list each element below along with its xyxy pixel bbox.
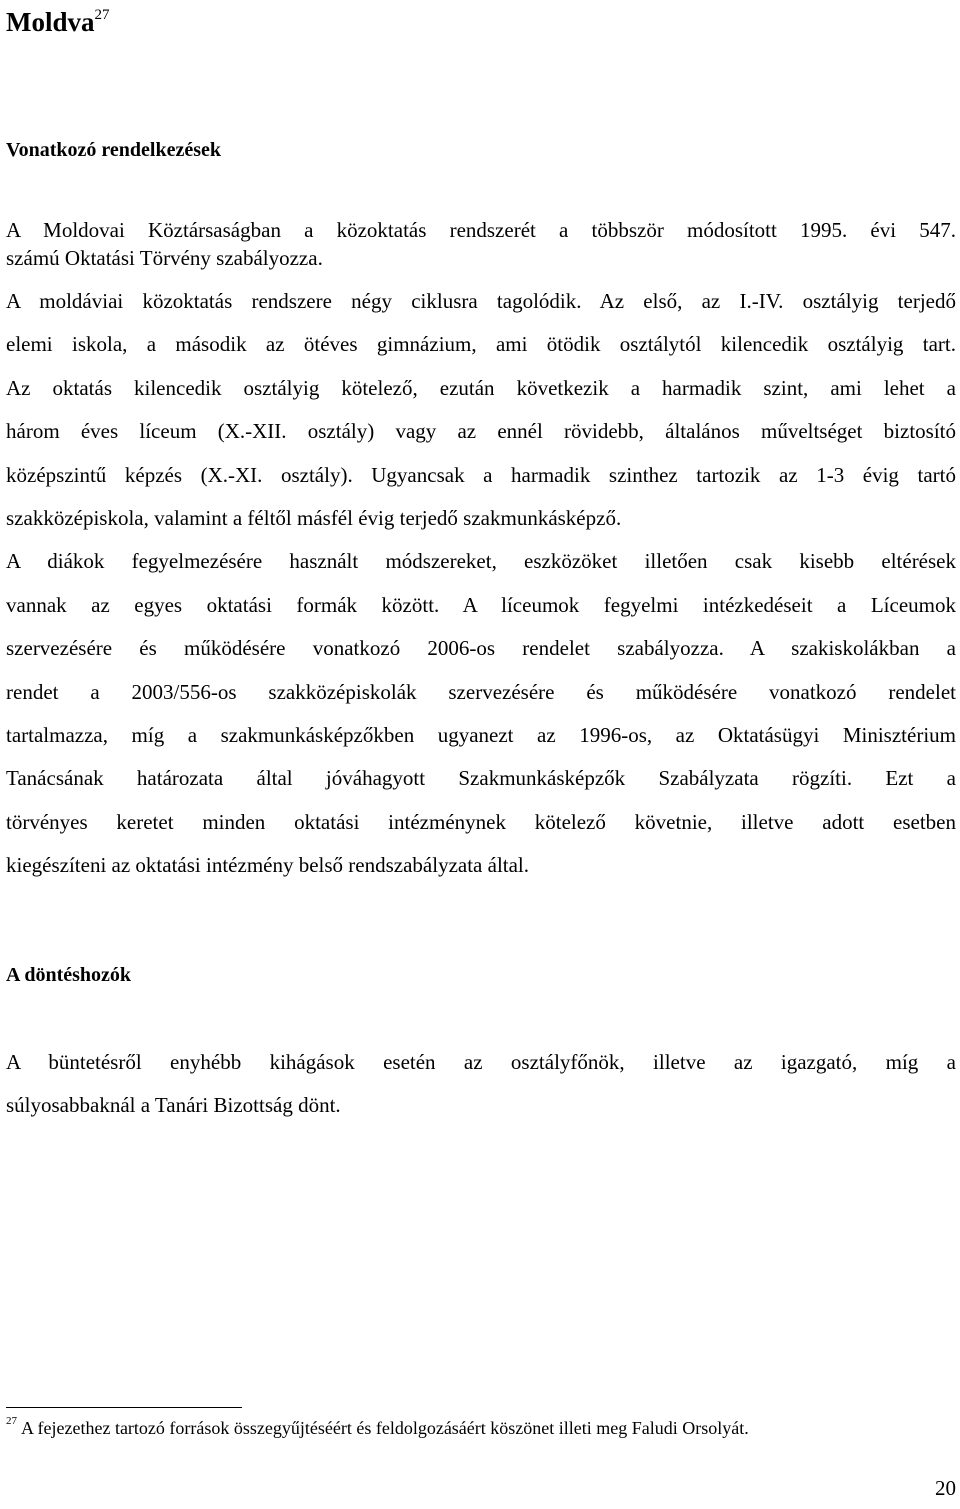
section-heading-a-donteshozok: A döntéshozók	[6, 964, 132, 986]
paragraph-line: törvényes keretet minden oktatási intézménynek kötelező követnie, illetve adott esetben	[6, 809, 956, 834]
footnote-text: A fejezethez tartozó források összegyűjtéséért és feldolgozásáért köszönet illeti meg Faludi Orsolyát.	[21, 1418, 749, 1438]
paragraph-line: A Moldovai Köztársaságban a közoktatás rendszerét a többször módosított 1995. évi 547.	[6, 218, 956, 242]
footnote-divider	[6, 1407, 242, 1408]
paragraph-line: vannak az egyes oktatási formák között. A líceumok fegyelmi intézkedéseit a Líceumok	[6, 592, 956, 617]
paragraph-line: A diákok fegyelmezésére használt módszereket, eszközöket illetően csak kisebb eltérések	[6, 549, 956, 574]
paragraph-line: súlyosabbaknál a Tanári Bizottság dönt.	[6, 1093, 341, 1118]
paragraph-line: Az oktatás kilencedik osztályig kötelező, ezután következik a harmadik szint, ami lehet a	[6, 375, 956, 400]
paragraph-line: szakközépiskola, valamint a féltől másfél évig terjedő szakmunkásképző.	[6, 506, 622, 531]
page-title	[6, 2, 110, 37]
paragraph-line: három éves líceum (X.-XII. osztály) vagy az ennél rövidebb, általános műveltséget biztosító	[6, 419, 956, 444]
page-title-text: Moldva	[6, 7, 95, 37]
paragraph-line: rendet a 2003/556-os szakközépiskolák szervezésére és működésére vonatkozó rendelet	[6, 679, 956, 704]
paragraph-line: Tanácsának határozata által jóváhagyott Szakmunkásképzők Szabályzata rögzíti. Ezt a	[6, 766, 956, 791]
paragraph-line: szervezésére és működésére vonatkozó 2006-os rendelet szabályozza. A szakiskolákban a	[6, 636, 956, 661]
paragraph-line: tartalmazza, míg a szakmunkásképzőkben ugyanezt az 1996-os, az Oktatásügyi Minisztérium	[6, 723, 956, 748]
paragraph-education-system	[6, 280, 956, 888]
paragraph-line: kiegészíteni az oktatási intézmény belső rendszabályzata által.	[6, 853, 530, 878]
paragraph-line: A moldáviai közoktatás rendszere négy ciklusra tagolódik. Az első, az I.-IV. osztályig terjedő	[6, 289, 956, 313]
section-heading-vonatkozo-rendelkezesek: Vonatkozó rendelkezések	[6, 139, 221, 161]
paragraph-line: középszintű képzés (X.-XI. osztály). Ugyancsak a harmadik szinthez tartozik az 1-3 évig tartó	[6, 462, 956, 487]
paragraph-law-reference	[6, 216, 956, 272]
paragraph-line: A büntetésről enyhébb kihágások esetén az osztályfőnök, illetve az igazgató, míg a	[6, 1050, 956, 1074]
paragraph-decision-makers	[6, 1041, 956, 1128]
footnote-number: 27	[6, 1415, 17, 1427]
paragraph-line: számú Oktatási Törvény szabályozza.	[6, 246, 323, 270]
page-number: 20	[935, 1476, 956, 1500]
footnote	[6, 1413, 749, 1439]
paragraph-line: elemi iskola, a második az ötéves gimnázium, ami ötödik osztálytól kilencedik osztályig tart.	[6, 332, 956, 357]
footnote-reference[interactable]: 27	[94, 7, 110, 23]
